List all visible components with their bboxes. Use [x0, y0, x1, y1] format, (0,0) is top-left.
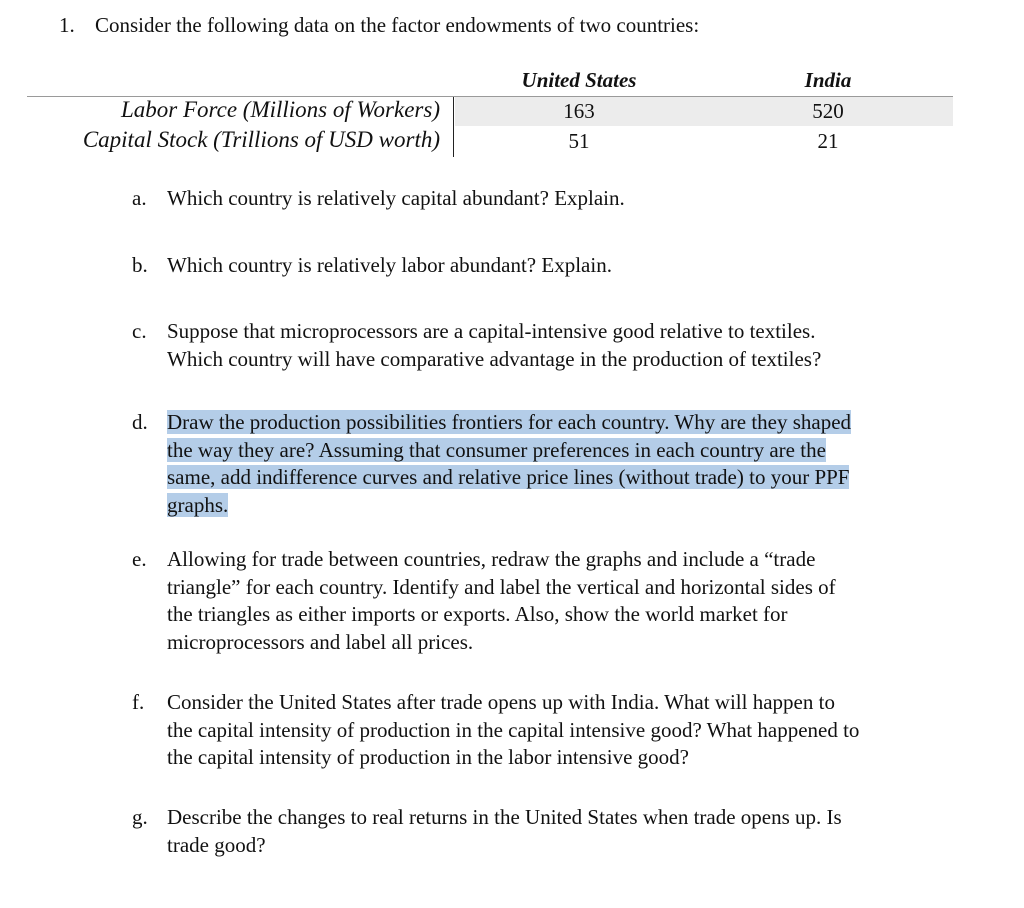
column-header-united-states: United States	[521, 68, 637, 92]
table-column-divider	[453, 97, 454, 157]
part-text-line: triangle” for each country. Identify and label the vertical and horizontal sides of	[167, 574, 836, 599]
part-d	[132, 409, 972, 519]
part-letter: f.	[132, 690, 145, 714]
part-b	[132, 252, 972, 280]
part-text-line: Which country will have comparative advantage in the production of textiles?	[167, 346, 822, 371]
part-text-line-highlighted[interactable]: Draw the production possibilities frontiers for each country. Why are they shaped	[167, 410, 852, 434]
cell-us-capital: 51	[568, 129, 590, 153]
cell-india-labor: 520	[812, 99, 844, 123]
part-e	[132, 546, 972, 656]
part-text-line: the capital intensity of production in the capital intensive good? What happened to	[167, 717, 860, 742]
part-text-line: Which country is relatively labor abundant? Explain.	[167, 253, 612, 277]
part-text-line-highlighted[interactable]: same, add indifference curves and relative price lines (without trade) to your PPF	[167, 465, 850, 489]
row-label-capital-stock: Capital Stock (Trillions of USD worth)	[82, 127, 440, 152]
part-text-line: Allowing for trade between countries, redraw the graphs and include a “trade	[167, 547, 816, 571]
part-f	[132, 689, 972, 772]
part-letter: e.	[132, 547, 147, 571]
part-text-line: trade good?	[167, 832, 266, 857]
cell-us-labor: 163	[563, 99, 595, 123]
part-text-line: Describe the changes to real returns in the United States when trade opens up. Is	[167, 805, 842, 829]
part-g	[132, 804, 972, 859]
question-header	[59, 13, 699, 38]
part-text-line-highlighted[interactable]: the way they are? Assuming that consumer preferences in each country are the	[167, 437, 826, 462]
question-prompt: Consider the following data on the factor endowments of two countries:	[95, 13, 700, 37]
part-text-line: Suppose that microprocessors are a capital-intensive good relative to textiles.	[167, 319, 816, 343]
part-text-line: microprocessors and label all prices.	[167, 629, 474, 654]
row-label-labor-force: Labor Force (Millions of Workers)	[120, 97, 440, 122]
part-text-line: the triangles as either imports or exports. Also, show the world market for	[167, 602, 788, 626]
cell-india-capital: 21	[817, 129, 839, 153]
part-a	[132, 185, 972, 213]
part-letter: b.	[132, 253, 148, 277]
part-text-line: Which country is relatively capital abundant? Explain.	[167, 186, 625, 210]
part-letter: d.	[132, 410, 148, 434]
part-text-line: Consider the United States after trade opens up with India. What will happen to	[167, 690, 835, 714]
part-text-line: the capital intensity of production in the labor intensive good?	[167, 745, 689, 769]
part-letter: a.	[132, 186, 147, 210]
part-text-line-highlighted[interactable]: graphs.	[167, 492, 229, 517]
column-header-india: India	[804, 68, 852, 92]
question-number: 1.	[59, 13, 75, 37]
part-letter: g.	[132, 805, 148, 829]
part-letter: c.	[132, 319, 147, 343]
part-c	[132, 318, 972, 373]
